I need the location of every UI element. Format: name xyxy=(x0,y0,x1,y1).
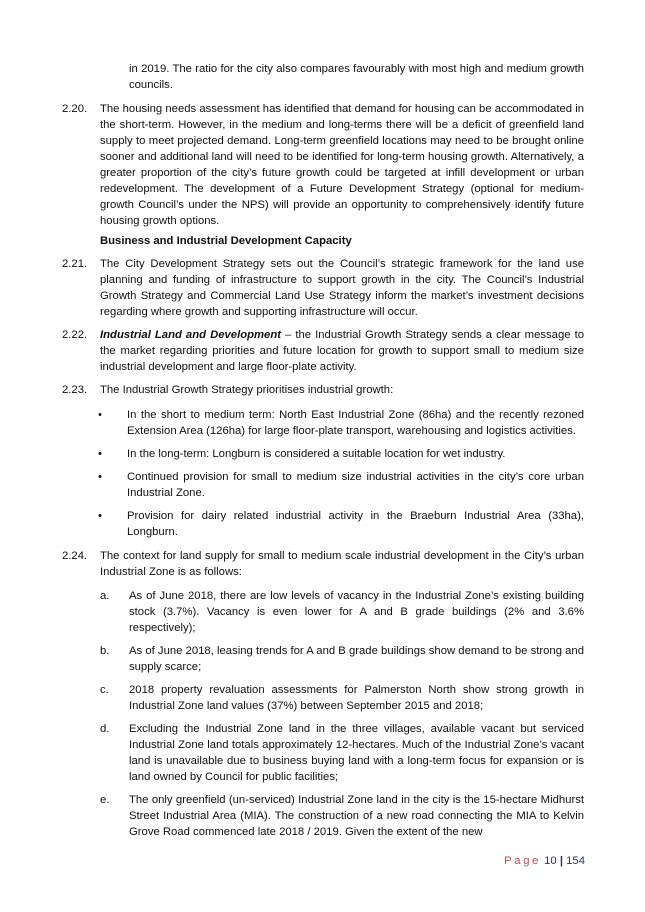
bullet-item xyxy=(62,508,584,540)
list-text: 2018 property revaluation assessments for Palmerston North show strong growth in Industrial Zone land values (37%) between September 2015 and 2018; xyxy=(129,684,584,712)
list-text: As of June 2018, there are low levels of vacancy in the Industrial Zone’s existing building stock (3.7%). Vacancy is even lower for A and B grade buildings (2% and 3.6% respectively); xyxy=(129,590,584,634)
list-label: e. xyxy=(100,794,110,806)
page-number: 10 xyxy=(544,855,557,867)
bullet-marker: • xyxy=(98,471,102,483)
paragraph-text xyxy=(100,327,584,375)
paragraph-number: 2.24. xyxy=(62,550,88,562)
list-label: a. xyxy=(100,590,110,602)
bullet-marker: • xyxy=(98,448,102,460)
bullet-text: Provision for dairy related industrial activity in the Braeburn Industrial Area (33ha), Longburn. xyxy=(127,510,584,538)
list-item-d xyxy=(62,721,584,785)
page-total: 154 xyxy=(566,855,585,867)
section-heading: Business and Industrial Development Capacity xyxy=(100,235,352,247)
page-separator: | xyxy=(559,855,563,867)
paragraph-number: 2.20. xyxy=(62,103,88,115)
list-text: Excluding the Industrial Zone land in the three villages, available vacant but serviced Industrial Zone land totals approximately 12-hectares. Much of the Industrial Zone’s vacant land is unavailable due to business buying land with a long-term focus for expansion or is land owned by Council for public facilities; xyxy=(129,723,584,783)
list-item-b xyxy=(62,643,584,675)
paragraph-2-22 xyxy=(62,327,584,375)
bullet-item xyxy=(62,469,584,501)
paragraph-2-20 xyxy=(62,101,584,229)
bullet-item xyxy=(62,407,584,439)
page-content xyxy=(62,61,584,840)
paragraph-text: The City Development Strategy sets out the Council’s strategic framework for the land use planning and funding of infrastructure to support growth in the city. The Council’s Industrial Growth Strategy and Commercial Land Use Strategy inform the market’s investment decisions regarding where growth and supporting infrastructure will occur. xyxy=(100,258,584,318)
paragraph-text: The housing needs assessment has identified that demand for housing can be accommodated in the short-term. However, in the medium and long-terms there will be a deficit of greenfield land supply to meet projected demand. Long-term greenfield locations may need to be brought online sooner and additional land will need to be identified for long-term housing growth. Alternatively, a greater proportion of the city’s future growth could be targeted at infill development or urban redevelopment. The development of a Future Development Strategy (optional for medium-growth Council’s under the NPS) will provide an opportunity to comprehensively identify future housing growth options. xyxy=(100,103,584,227)
list-label: d. xyxy=(100,723,110,735)
list-label: b. xyxy=(100,645,110,657)
bullet-marker: • xyxy=(98,409,102,421)
bullet-text: In the long-term: Longburn is considered a suitable location for wet industry. xyxy=(127,448,506,460)
paragraph-body: – the Industrial Growth Strategy sends a clear message to the market regarding priorities and future location for growth to support small to medium size industrial development and large floor-plate activity. xyxy=(100,329,584,373)
continued-paragraph: in 2019. The ratio for the city also compares favourably with most high and medium growth councils. xyxy=(129,63,584,91)
list-text: The only greenfield (un-serviced) Industrial Zone land in the city is the 15-hectare Midhurst Street Industrial Area (MIA). The construction of a new road connecting the MIA to Kelvin Grove Road commenced late 2018 / 2019. Given the extent of the new xyxy=(129,794,584,838)
page-footer xyxy=(504,853,585,869)
paragraph-number: 2.22. xyxy=(62,329,88,341)
bullet-marker: • xyxy=(98,510,102,522)
list-item-c xyxy=(62,682,584,714)
paragraph-2-23 xyxy=(62,382,584,398)
page-label: Page xyxy=(504,855,541,867)
paragraph-lead: Industrial Land and Development xyxy=(100,329,281,341)
bullet-text: Continued provision for small to medium size industrial activities in the city’s core urban Industrial Zone. xyxy=(127,471,584,499)
paragraph-2-21 xyxy=(62,256,584,320)
paragraph-text: The context for land supply for small to medium scale industrial development in the City’s urban Industrial Zone is as follows: xyxy=(100,550,584,578)
list-text: As of June 2018, leasing trends for A and B grade buildings show demand to be strong and supply scarce; xyxy=(129,645,584,673)
paragraph-number: 2.23. xyxy=(62,384,88,396)
paragraph-number: 2.21. xyxy=(62,258,88,270)
list-item-a xyxy=(62,588,584,636)
bullet-text: In the short to medium term: North East Industrial Zone (86ha) and the recently rezoned Extension Area (126ha) for large floor-plate transport, warehousing and logistics activities. xyxy=(127,409,584,437)
paragraph-2-24 xyxy=(62,548,584,580)
list-item-e xyxy=(62,792,584,840)
bullet-item xyxy=(62,446,584,462)
paragraph-text: The Industrial Growth Strategy prioritises industrial growth: xyxy=(100,384,394,396)
list-label: c. xyxy=(100,684,109,696)
